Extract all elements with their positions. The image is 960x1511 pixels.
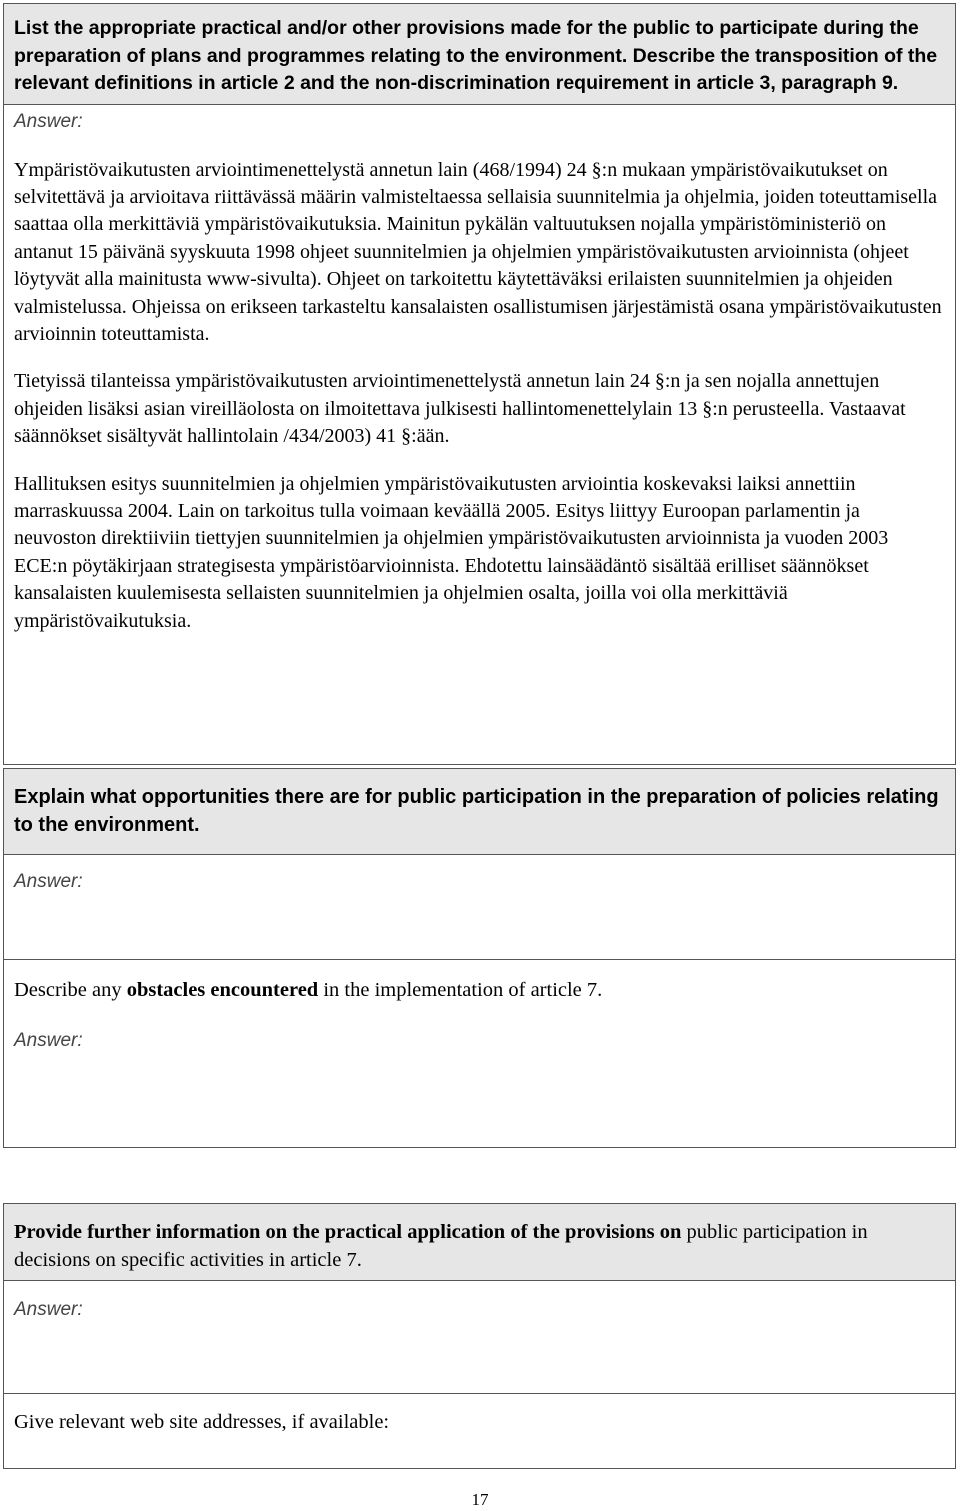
answer-label: Answer:	[14, 1299, 83, 1320]
page-number: 17	[471, 1490, 489, 1509]
question-text: Describe any	[14, 979, 127, 1001]
answer-label: Answer:	[14, 1030, 83, 1051]
answer-label: Answer:	[14, 110, 83, 132]
question-heading: List the appropriate practical and/or other provisions made for the public to participate during the preparation of plans and programmes relating to the environment. Describe the transposition of the relevant definitions in article 2 and the non-discrimination requirement in article 3, paragraph 9.	[4, 4, 955, 105]
section-article7-plans	[3, 3, 956, 765]
question-text: public participation in decisions on specific activities in article 7.	[14, 1221, 868, 1271]
answer-paragraph: Tietyissä tilanteissa ympäristövaikutusten arviointimenettelystä annetun lain 24 §:n ja sen nojalla annettujen ohjeiden lisäksi asian vireilläolosta on ilmoitettava julkisesti hallintomenettelylain 13 §:n perusteella. Vastaavat säännökset sisältyvät hallintolain /434/2003) 41 §:ään.	[14, 370, 906, 448]
question-text: in the implementation of article 7.	[318, 979, 603, 1001]
section-specific-activities	[3, 1203, 956, 1469]
answer-body	[4, 135, 955, 636]
section-policies	[3, 768, 956, 1148]
question-emphasis: Provide further information on the practical application of the provisions on	[14, 1221, 682, 1243]
question-heading	[4, 1204, 955, 1281]
question-heading: Explain what opportunities there are for public participation in the preparation of policies relating to the environment.	[4, 769, 955, 855]
answer-label: Answer:	[14, 871, 83, 892]
question-heading	[14, 976, 945, 1004]
obstacles-block	[4, 959, 955, 1064]
web-address-label: Give relevant web site addresses, if available:	[4, 1393, 955, 1442]
answer-paragraph: Ympäristövaikutusten arviointimenettelystä annetun lain (468/1994) 24 §:n mukaan ympäristövaikutukset on selvitettävä ja arvioitava riittävässä määrin valmisteltaessa sellaisia suunnitelmia ja ohjelmia, joiden toteuttamisella saattaa olla merkittäviä ympäristövaikutuksia. Mainitun pykälän valtuutuksen nojalla ympäristöministeriö on antanut 15 päivänä syyskuuta 1998 ohjeet suunnitelmien ja ohjelmien ympäristövaikutusten arvioinnista (ohjeet löytyvät alla mainitusta www-sivulta). Ohjeet on tarkoitettu käytettäväksi erilaisten suunnitelmien ja ohjeiden valmistelussa. Ohjeissa on erikseen tarkasteltu kansalaisten osallistumisen järjestämistä osana ympäristövaikutusten arvioinnin toteuttamista.	[14, 158, 942, 345]
answer-paragraph: Hallituksen esitys suunnitelmien ja ohjelmien ympäristövaikutusten arviointia koskevaksi laiksi annettiin marraskuussa 2004. Lain on tarkoitus tulla voimaan keväällä 2005. Esitys liittyy Euroopan parlamentin ja neuvoston direktiiviin tiettyjen suunnitelmien ja ohjelmien ympäristövaikutusten arvioinnista ja vuoden 2003 ECE:n pöytäkirjaan strategisesta ympäristöarvioinnista. Ehdotettu lainsäädäntö sisältää erilliset säännökset kansalaisten kuulemisesta sellaisten suunnitelmien ja ohjelmien osalta, joilla voi olla merkittäviä ympäristövaikutuksia.	[14, 472, 889, 632]
question-emphasis: obstacles encountered	[126, 979, 319, 1001]
